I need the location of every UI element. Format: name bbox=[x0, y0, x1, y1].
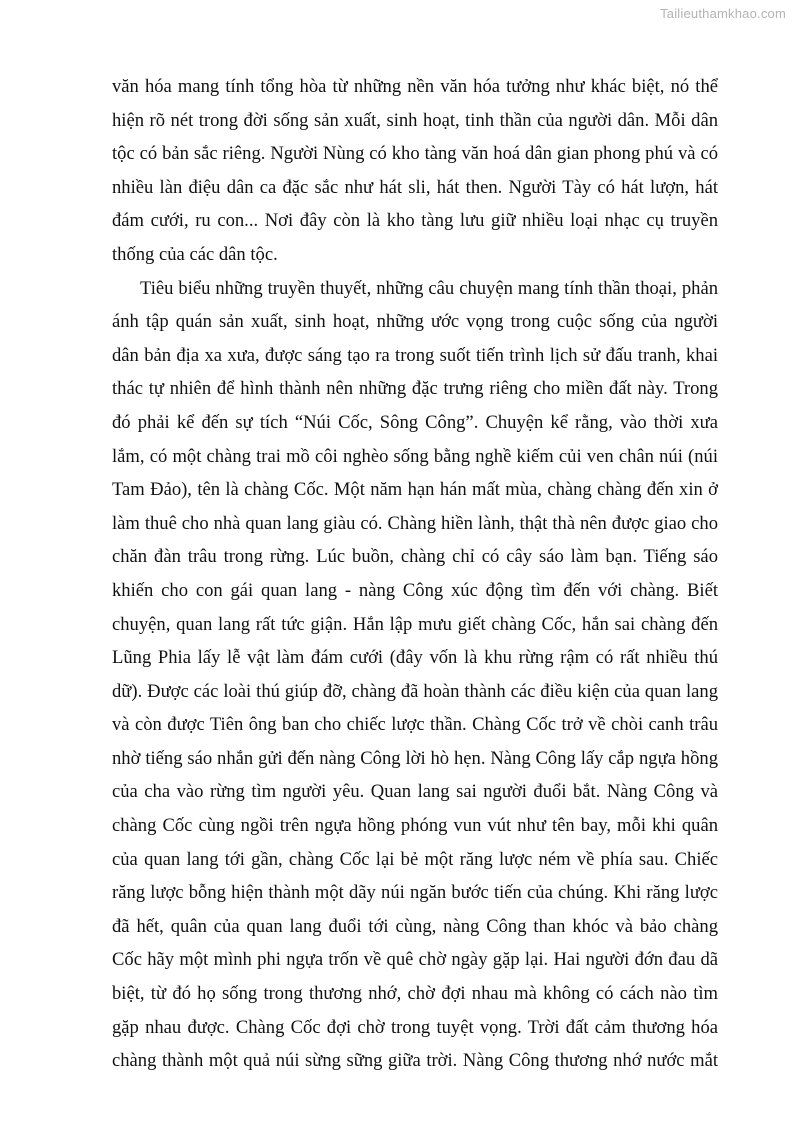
text-line: chuyện, quan lang rất tức giận. Hắn lập mưu giết chàng Cốc, hắn sai chàng đến bbox=[112, 613, 718, 635]
text-line: dân bản địa xa xưa, được sáng tạo ra trong suốt tiến trình lịch sử đấu tranh, khai bbox=[112, 344, 718, 366]
text-line: răng lược bỗng hiện thành một dãy núi ngăn bước tiến của chúng. Khi răng lược bbox=[112, 882, 718, 904]
text-line: biệt, từ đó họ sống trong thương nhớ, chờ đợi nhau mà không có cách nào tìm bbox=[112, 983, 718, 1005]
text-line: chàng thành một quả núi sừng sững giữa trời. Nàng Công thương nhớ nước mắt bbox=[112, 1050, 718, 1072]
text-line: đó phải kể đến sự tích “Núi Cốc, Sông Công”. Chuyện kể rằng, vào thời xưa bbox=[112, 411, 718, 433]
text-line: chàng Cốc cùng ngồi trên ngựa hồng phóng vun vút như tên bay, mỗi khi quân bbox=[112, 815, 718, 837]
text-line: hiện rõ nét trong đời sống sản xuất, sinh hoạt, tinh thần của người dân. Mỗi dân bbox=[112, 109, 718, 131]
text-line: thống của các dân tộc. bbox=[112, 243, 278, 265]
text-line: gặp nhau được. Chàng Cốc đợi chờ trong tuyệt vọng. Trời đất cảm thương hóa bbox=[112, 1016, 718, 1038]
paragraph-2 bbox=[112, 272, 718, 1078]
text-line: tộc có bản sắc riêng. Người Nùng có kho tàng văn hoá dân gian phong phú và có bbox=[112, 143, 718, 165]
text-line: khiến cho con gái quan lang - nàng Công xúc động tìm đến với chàng. Biết bbox=[112, 579, 718, 601]
text-line: đã hết, quân của quan lang đuổi tới cùng, nàng Công than khóc và bảo chàng bbox=[112, 915, 718, 937]
watermark-text: Tailieuthamkhao.com bbox=[660, 6, 786, 21]
text-line: ánh tập quán sản xuất, sinh hoạt, những ước vọng trong cuộc sống của người bbox=[112, 311, 718, 333]
text-line: Tiêu biểu những truyền thuyết, những câu chuyện mang tính thần thoại, phản bbox=[140, 277, 718, 299]
paragraph-1 bbox=[112, 70, 718, 272]
text-line: Tam Đảo), tên là chàng Cốc. Một năm hạn hán mất mùa, chàng chàng đến xin ở bbox=[112, 479, 718, 501]
document-body bbox=[112, 70, 718, 1078]
text-line: nhiều làn điệu dân ca đặc sắc như hát sli, hát then. Người Tày có hát lượn, hát bbox=[112, 176, 718, 198]
text-line: văn hóa mang tính tổng hòa từ những nền văn hóa tưởng như khác biệt, nó thể bbox=[112, 76, 718, 97]
text-line: Lũng Phia lấy lễ vật làm đám cưới (đây vốn là khu rừng rậm có rất nhiều thú bbox=[112, 647, 718, 669]
text-line: thác tự nhiên để hình thành nên những đặc trưng riêng cho miền đất này. Trong bbox=[112, 378, 718, 400]
text-line: của cha vào rừng tìm người yêu. Quan lang sai người đuổi bắt. Nàng Công và bbox=[112, 781, 718, 803]
text-line: nhờ tiếng sáo nhắn gửi đến nàng Công lời hò hẹn. Nàng Công lấy cắp ngựa hồng bbox=[112, 747, 718, 769]
text-line: lắm, có một chàng trai mồ côi nghèo sống bằng nghề kiếm củi ven chân núi (núi bbox=[112, 445, 718, 467]
text-line: và còn được Tiên ông ban cho chiếc lược thần. Chàng Cốc trở về chòi canh trâu bbox=[112, 714, 718, 736]
text-line: làm thuê cho nhà quan lang giàu có. Chàng hiền lành, thật thà nên được giao cho bbox=[112, 512, 718, 534]
text-line: đám cưới, ru con... Nơi đây còn là kho tàng lưu giữ nhiều loại nhạc cụ truyền bbox=[112, 210, 718, 232]
text-line: Cốc hãy một mình phi ngựa trốn về quê chờ ngày gặp lại. Hai người đớn đau dã bbox=[112, 949, 718, 971]
text-line: dữ). Được các loài thú giúp đỡ, chàng đã hoàn thành các điều kiện của quan lang bbox=[112, 680, 718, 702]
text-line: của quan lang tới gần, chàng Cốc lại bẻ một răng lược ném về phía sau. Chiếc bbox=[112, 848, 718, 870]
text-line: chăn đàn trâu trong rừng. Lúc buồn, chàng chỉ có cây sáo làm bạn. Tiếng sáo bbox=[112, 546, 718, 568]
